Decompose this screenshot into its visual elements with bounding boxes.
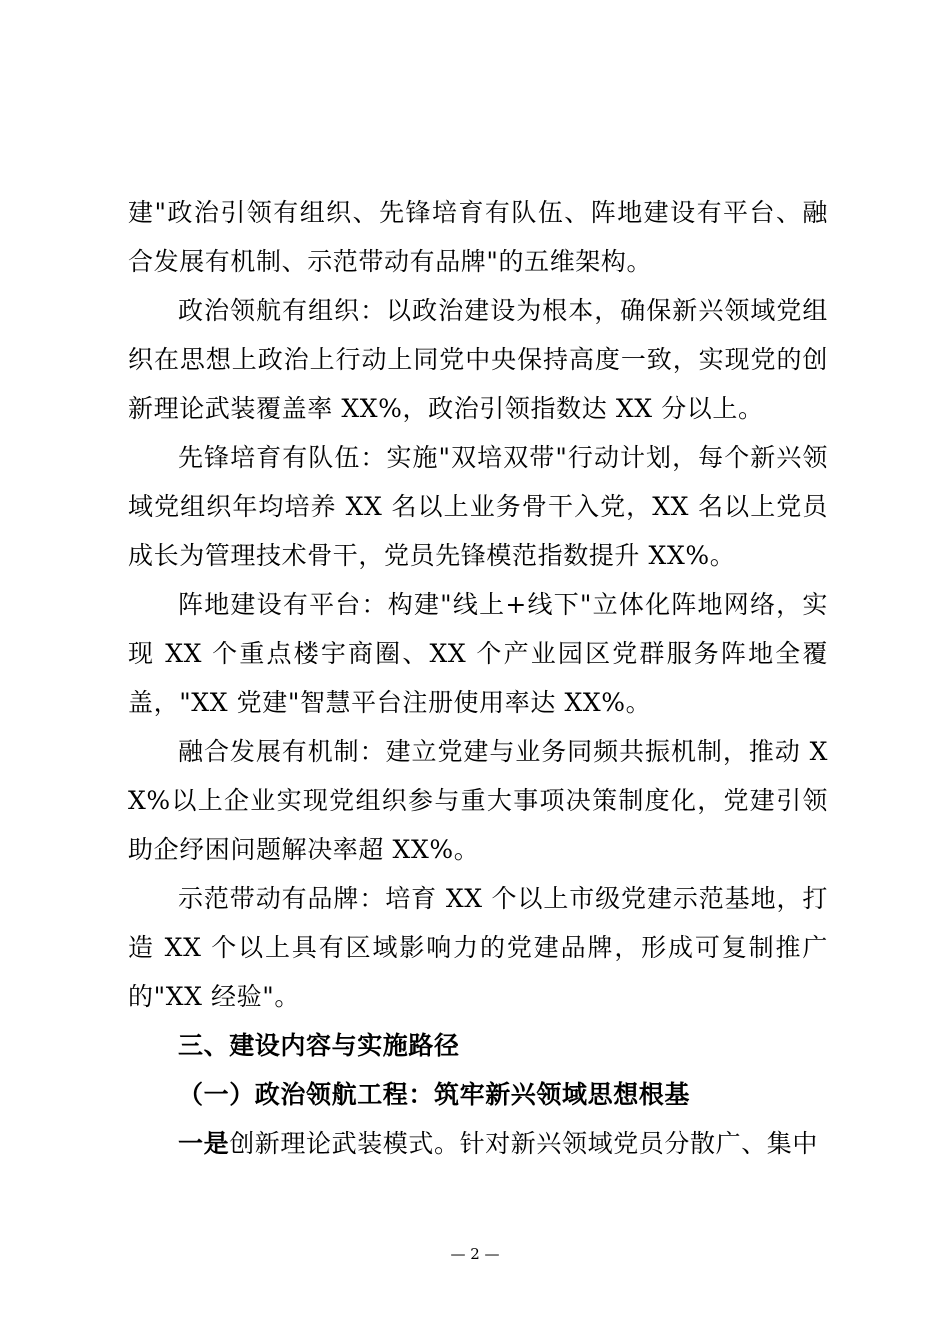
first-point-lead: 一是: [178, 1129, 230, 1158]
paragraph-continuation: 建"政治引领有组织、先锋培育有队伍、阵地建设有平台、融合发展有机制、示范带动有品牌"的五维架构。: [128, 198, 828, 276]
paragraph-platform-building: 阵地建设有平台：构建"线上+线下"立体化阵地网络，实现 XX 个重点楼宇商圈、XX 个产业园区党群服务阵地全覆盖，"XX 党建"智慧平台注册使用率达 XX%。: [128, 590, 828, 717]
paragraph-first-point: [128, 1119, 828, 1168]
subsection-heading: （一）政治领航工程：筑牢新兴领域思想根基: [178, 1080, 691, 1109]
paragraph-political-leadership: 政治领航有组织：以政治建设为根本，确保新兴领域党组织在思想上政治上行动上同党中央保持高度一致，实现党的创新理论武装覆盖率 XX%，政治引领指数达 XX 分以上。: [128, 296, 828, 423]
paragraph-vanguard-team: 先锋培育有队伍：实施"双培双带"行动计划，每个新兴领域党组织年均培养 XX 名以上业务骨干入党，XX 名以上党员成长为管理技术骨干，党员先锋模范指数提升 XX%。: [128, 443, 828, 570]
first-point-text: 创新理论武装模式。针对新兴领域党员分散广、集中: [229, 1129, 819, 1158]
page-number: — 2 —: [450, 1245, 500, 1263]
paragraph-brand-demonstration: 示范带动有品牌：培育 XX 个以上市级党建示范基地，打造 XX 个以上具有区域影响力的党建品牌，形成可复制推广的"XX 经验"。: [128, 884, 828, 1011]
body-text: [128, 188, 828, 1168]
section-heading: 三、建设内容与实施路径: [178, 1031, 460, 1060]
paragraph-integrated-development: 融合发展有机制：建立党建与业务同频共振机制，推动 XX%以上企业实现党组织参与重大事项决策制度化，党建引领助企纾困问题解决率超 XX%。: [128, 737, 828, 864]
